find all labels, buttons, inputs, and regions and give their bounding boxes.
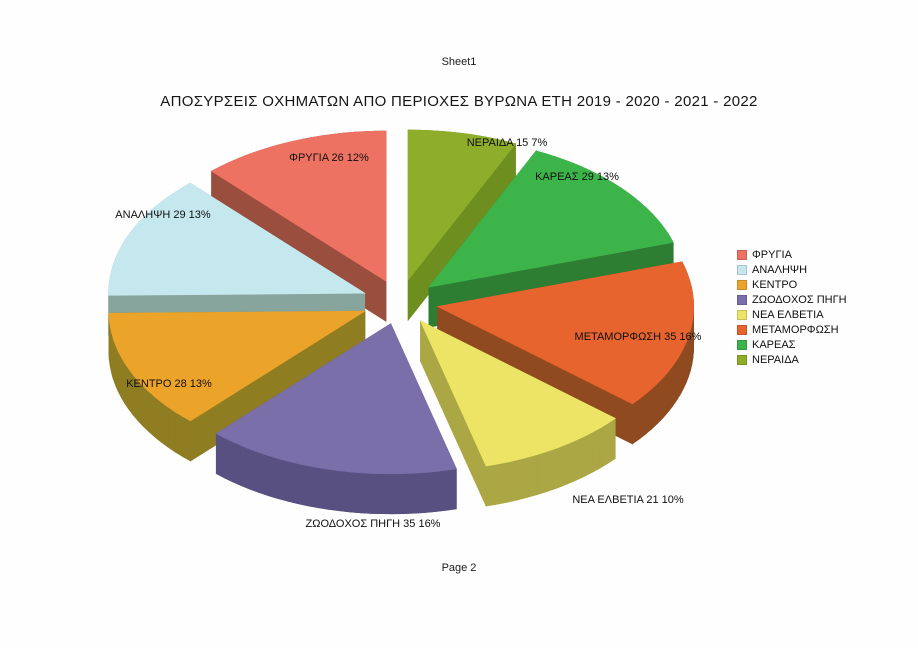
- pie-slice-label-4: ΝΕΑ ΕΛΒΕΤΙΑ 21 10%: [572, 494, 684, 506]
- legend-label-2: ΚΕΝΤΡΟ: [752, 278, 798, 291]
- legend-label-0: ΦΡΥΓΙΑ: [752, 248, 792, 261]
- legend-swatch-6: [737, 340, 747, 350]
- legend-label-7: ΝΕΡΑΙΔΑ: [752, 353, 799, 366]
- legend-swatch-2: [737, 280, 747, 290]
- legend-swatch-7: [737, 355, 747, 365]
- legend-label-6: ΚΑΡΕΑΣ: [752, 338, 796, 351]
- chart-legend: [737, 247, 847, 367]
- legend-item-4: [737, 307, 847, 322]
- legend-item-0: [737, 247, 847, 262]
- pie-slice-label-7: ΝΕΡΑΙΔΑ 15 7%: [466, 137, 548, 149]
- legend-swatch-4: [737, 310, 747, 320]
- sheet-name-label: Sheet1: [441, 56, 477, 68]
- legend-item-2: [737, 277, 847, 292]
- legend-item-3: [737, 292, 847, 307]
- chart-title: ΑΠΟΣΥΡΣΕΙΣ ΟΧΗΜΑΤΩΝ ΑΠΟ ΠΕΡΙΟΧΕΣ ΒΥΡΩΝΑ ΕΤΗ 2019 - 2020 - 2021 - 2022: [160, 93, 758, 110]
- legend-swatch-1: [737, 265, 747, 275]
- legend-item-6: [737, 337, 847, 352]
- legend-label-3: ΖΩΟΔΟΧΟΣ ΠΗΓΗ: [752, 293, 847, 306]
- pie-slice-label-5: ΜΕΤΑΜΟΡΦΩΣΗ 35 16%: [574, 331, 702, 343]
- pie-slice-label-6: ΚΑΡΕΑΣ 29 13%: [535, 171, 619, 183]
- legend-item-1: [737, 262, 847, 277]
- legend-swatch-0: [737, 250, 747, 260]
- legend-label-1: ΑΝΑΛΗΨΗ: [752, 263, 808, 276]
- legend-label-5: ΜΕΤΑΜΟΡΦΩΣΗ: [752, 323, 839, 336]
- legend-label-4: ΝΕΑ ΕΛΒΕΤΙΑ: [752, 308, 824, 321]
- legend-swatch-3: [737, 295, 747, 305]
- pie-slice-label-3: ΖΩΟΔΟΧΟΣ ΠΗΓΗ 35 16%: [305, 518, 441, 530]
- pie-slice-label-0: ΦΡΥΓΙΑ 26 12%: [289, 152, 369, 164]
- pie-slice-label-1: ΑΝΑΛΗΨΗ 29 13%: [115, 209, 211, 221]
- legend-item-7: [737, 352, 847, 367]
- page-number-label: Page 2: [441, 562, 477, 574]
- legend-item-5: [737, 322, 847, 337]
- legend-swatch-5: [737, 325, 747, 335]
- pie-slice-label-2: ΚΕΝΤΡΟ 28 13%: [126, 378, 212, 390]
